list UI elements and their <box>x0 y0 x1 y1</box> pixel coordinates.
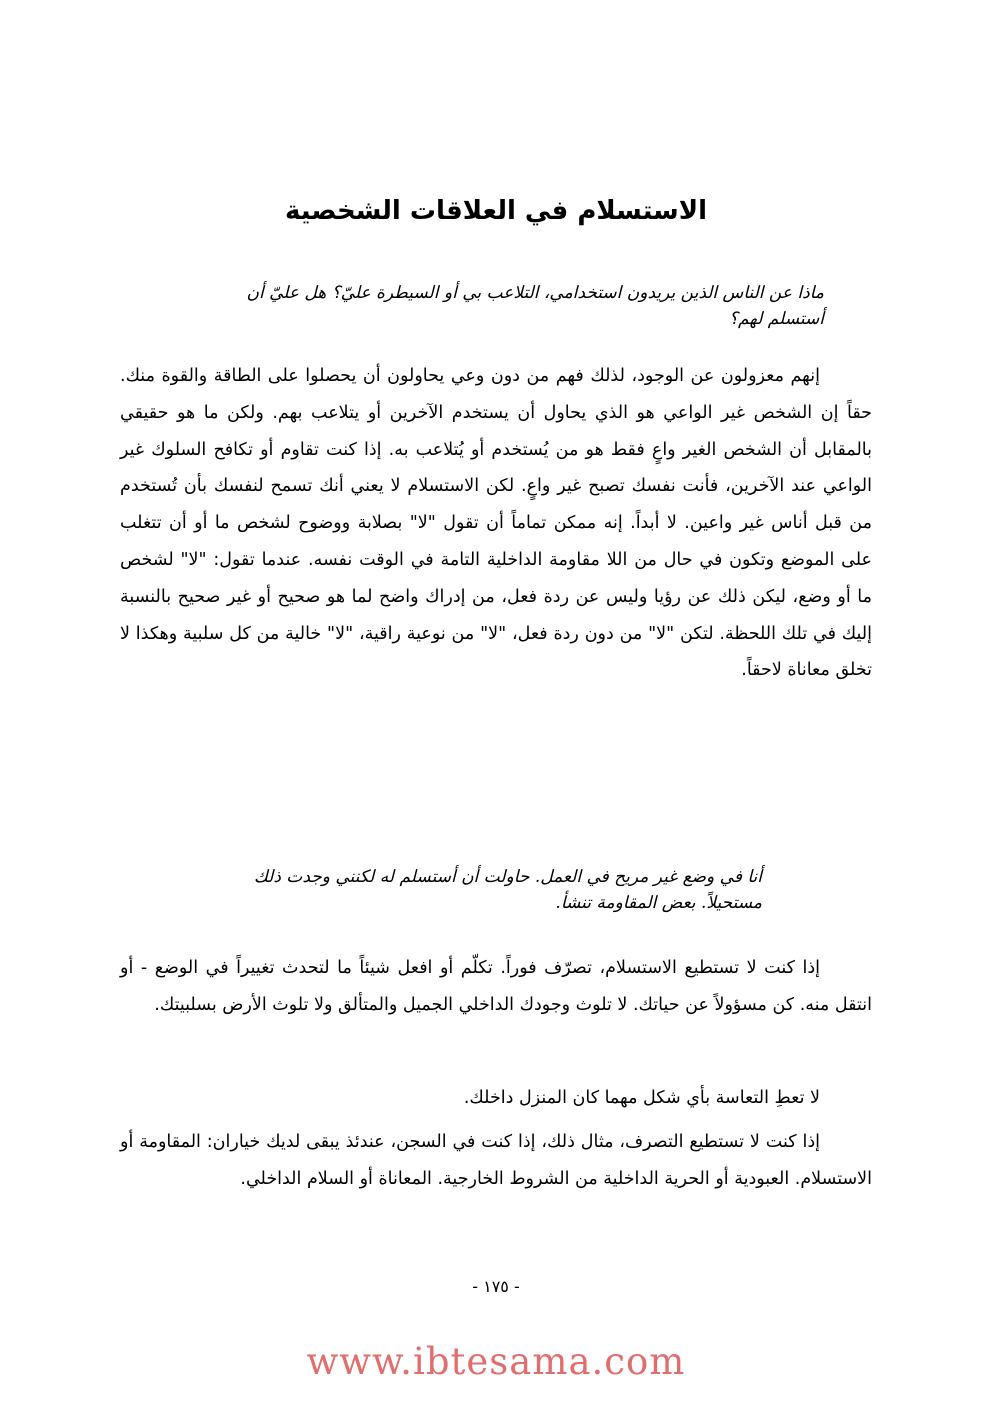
question-quote-1: ماذا عن الناس الذين يريدون استخدامي، التلاعب بي أو السيطرة عليّ؟ هل عليّ أن أستسلم لهم؟ <box>246 283 824 329</box>
paragraph-4: إذا كنت لا تستطيع التصرف، مثال ذلك، إذا كنت في السجن، عندئذ يبقى لديك خياران: المقاومة أو الاستسلام. العبودية أو الحرية الداخلية من الشروط الخارجية. المعاناة أو السلام الداخلي. <box>120 1132 872 1189</box>
paragraph-3: لا تعطِ التعاسة بأي شكل مهما كان المنزل داخلك. <box>463 1088 820 1108</box>
paragraph-1: إنهم معزولون عن الوجود، لذلك فهم من دون وعي يحاولون أن يحصلوا على الطاقة والقوة منك. حقاً إن الشخص غير الواعي هو الذي يحاول أن يستخدم الآخرين أو يتلاعب بهم. ولكن ما هو حقيقي بالمقابل أن الشخص الغير واعٍ فقط هو من يُستخدم أو يُتلاعب به. إذا كنت تقاوم أو تكافح السلوك غير الواعي عند الآخرين، فأنت نفسك تصبح غير واعٍ. لكن الاستسلام لا يعني أنك تسمح لنفسك بأن تُستخدم من قبل أناس غير واعين. لا أبداً. إنه ممكن تماماً أن تقول "لا" بصلابة ووضوح لشخص ما أو أن تتغلب على الموضع وتكون في حال من اللا مقاومة الداخلية التامة في الوقت نفسه. عندما تقول: "لا" لشخص ما أو وضع، ليكن ذلك عن رؤيا وليس عن ردة فعل، من إدراك واضح لما هو صحيح أو غير صحيح بالنسبة إليك في تلك اللحظة. لتكن "لا" من دون ردة فعل، "لا" من نوعية راقية، "لا" خالية من كل سلبية وهكذا لا تخلق معاناة لاحقاً. <box>120 366 872 681</box>
question-quote-2: أنا في وضع غير مريح في العمل. حاولت أن أستسلم له لكنني وجدت ذلك مستحيلاً. بعض المقاومة تنشأ. <box>253 867 762 913</box>
watermark-url: www.ibtesama.com <box>306 1340 686 1383</box>
page-number: - ١٧٥ - <box>472 1277 520 1296</box>
page-title: الاستسلام في العلاقات الشخصية <box>284 196 708 226</box>
paragraph-2: إذا كنت لا تستطيع الاستسلام، تصرّف فوراً. تكلّم أو افعل شيئاً ما لتحدث تغييراً في الوضع - أو انتقل منه. كن مسؤولاً عن حياتك. لا تلوث وجودك الداخلي الجميل والمتألق ولا تلوث الأرض بسلبيتك. <box>120 958 872 1015</box>
